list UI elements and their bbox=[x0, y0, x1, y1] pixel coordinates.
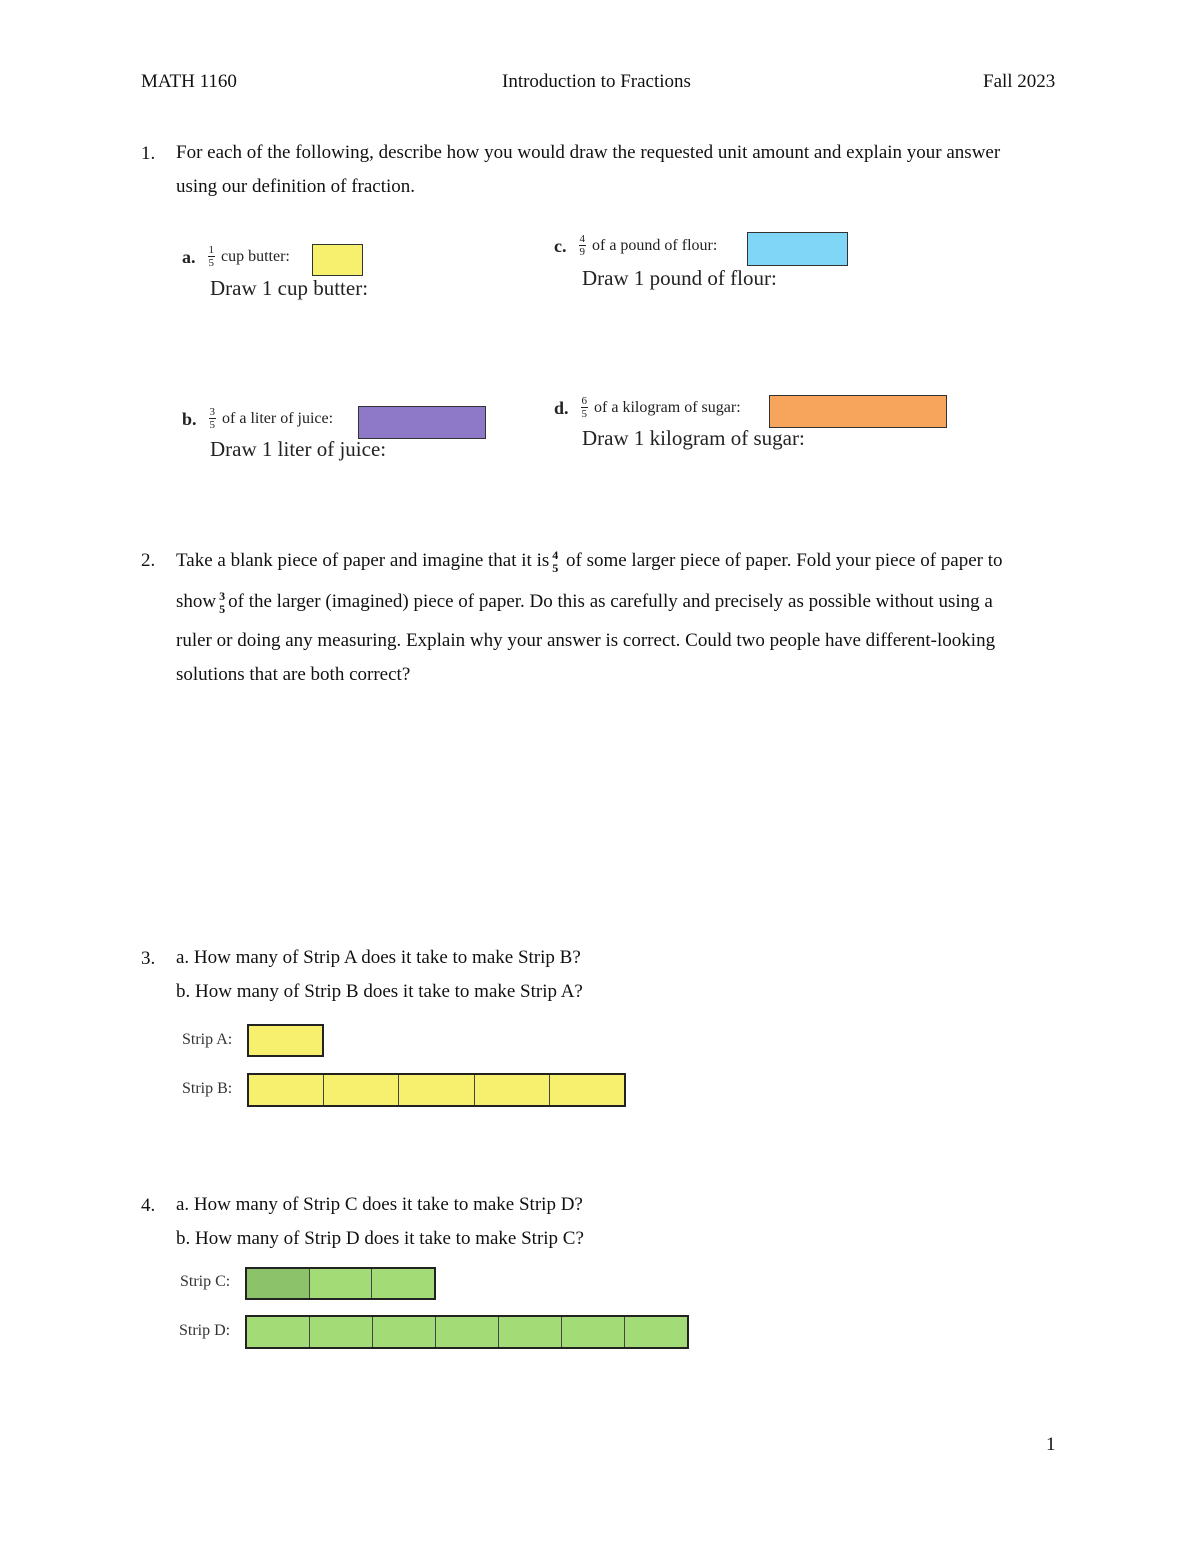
item-b-fraction: $\frac{3}{5}$ bbox=[209, 406, 216, 431]
question-2-number: 2. bbox=[141, 550, 156, 571]
strip-d-segment bbox=[247, 1317, 310, 1347]
item-d-letter: d. bbox=[554, 397, 569, 418]
question-2-line-2: show 3 5 of the larger (imagined) piece of paper. Do this as carefully and precisely as possible without using a bbox=[176, 589, 993, 617]
strip-b-segment bbox=[550, 1075, 624, 1105]
item-c-text: of a pound of flour: bbox=[592, 237, 718, 254]
item-d-label bbox=[554, 396, 741, 420]
item-a-swatch bbox=[312, 244, 363, 276]
question-2-line-3: ruler or doing any measuring. Explain why your answer is correct. Could two people have different-looking bbox=[176, 630, 996, 651]
course-code: MATH 1160 bbox=[141, 71, 237, 92]
question-4-text bbox=[176, 1188, 584, 1256]
strip-c-label: Strip C: bbox=[180, 1273, 231, 1290]
question-3-text bbox=[176, 941, 583, 1009]
question-2-fraction-1: 4 5 bbox=[552, 548, 559, 576]
item-b-draw-prompt: Draw 1 liter of juice: bbox=[210, 437, 387, 461]
item-b-label bbox=[182, 407, 333, 431]
page-number: 1 bbox=[1046, 1434, 1056, 1455]
item-c-fraction: $\frac{4}{9}$ bbox=[579, 233, 585, 258]
strip-b-segment bbox=[399, 1075, 474, 1105]
strip-d bbox=[245, 1315, 689, 1349]
question-2-fraction-2: 3 5 bbox=[219, 589, 226, 617]
question-1-line-1: For each of the following, describe how you would draw the requested unit amount and explain your answer bbox=[176, 142, 1001, 163]
strip-d-segment bbox=[499, 1317, 562, 1347]
item-c-swatch bbox=[747, 232, 848, 266]
strip-d-label: Strip D: bbox=[179, 1322, 231, 1339]
strip-d-segment bbox=[373, 1317, 436, 1347]
strip-c-segment bbox=[372, 1269, 434, 1298]
strip-b-segment bbox=[324, 1075, 399, 1105]
item-b-swatch bbox=[358, 406, 486, 439]
strip-c-segment bbox=[310, 1269, 373, 1298]
strip-b-label: Strip B: bbox=[182, 1080, 233, 1097]
strip-b bbox=[247, 1073, 626, 1107]
item-c-letter: c. bbox=[554, 235, 567, 256]
question-2-text bbox=[176, 540, 1076, 692]
question-4-part-b: b. How many of Strip D does it take to make Strip C? bbox=[176, 1228, 584, 1249]
strip-d-segment bbox=[625, 1317, 687, 1347]
item-b-letter: b. bbox=[182, 408, 197, 429]
question-4-part-a: a. How many of Strip C does it take to make Strip D? bbox=[176, 1194, 583, 1215]
strip-d-segment bbox=[562, 1317, 625, 1347]
item-c-label bbox=[554, 234, 717, 258]
question-3-part-a: a. How many of Strip A does it take to make Strip B? bbox=[176, 947, 581, 968]
item-a-text: cup butter: bbox=[221, 248, 290, 265]
question-1-text bbox=[176, 136, 1076, 204]
question-2-line-4: solutions that are both correct? bbox=[176, 664, 411, 685]
item-b-text: of a liter of juice: bbox=[222, 410, 334, 427]
question-4-number: 4. bbox=[141, 1195, 156, 1216]
question-3-number: 3. bbox=[141, 948, 156, 969]
question-3-part-b: b. How many of Strip B does it take to make Strip A? bbox=[176, 981, 583, 1002]
document-title: Introduction to Fractions bbox=[502, 71, 691, 92]
item-d-swatch bbox=[769, 395, 947, 428]
item-d-fraction: $\frac{6}{5}$ bbox=[581, 395, 588, 420]
strip-a bbox=[247, 1024, 324, 1057]
item-a-label bbox=[182, 245, 290, 269]
item-a-letter: a. bbox=[182, 246, 196, 267]
question-1-number: 1. bbox=[141, 143, 156, 164]
question-1-line-2: using our definition of fraction. bbox=[176, 176, 416, 197]
strip-a-segment bbox=[249, 1026, 322, 1055]
question-2-line-1: Take a blank piece of paper and imagine that it is 4 5 of some larger piece of paper. Fold your piece of paper to bbox=[176, 548, 1003, 576]
strip-d-segment bbox=[310, 1317, 373, 1347]
strip-b-segment bbox=[475, 1075, 550, 1105]
item-c-draw-prompt: Draw 1 pound of flour: bbox=[582, 266, 777, 290]
item-a-fraction: $\frac{1}{5}$ bbox=[208, 244, 214, 269]
item-d-draw-prompt: Draw 1 kilogram of sugar: bbox=[582, 426, 805, 450]
strip-c-segment bbox=[247, 1269, 310, 1298]
term: Fall 2023 bbox=[983, 71, 1056, 92]
strip-d-segment bbox=[436, 1317, 499, 1347]
item-d-text: of a kilogram of sugar: bbox=[594, 399, 741, 416]
strip-a-label: Strip A: bbox=[182, 1031, 233, 1048]
strip-b-segment bbox=[249, 1075, 324, 1105]
strip-c bbox=[245, 1267, 436, 1300]
item-a-draw-prompt: Draw 1 cup butter: bbox=[210, 276, 369, 300]
